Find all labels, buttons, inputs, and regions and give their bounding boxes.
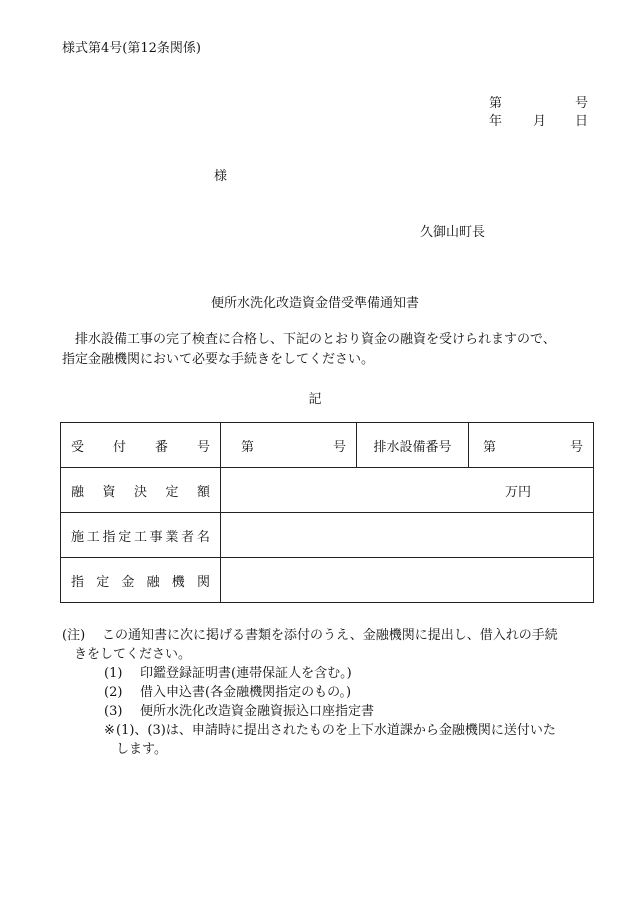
notes-section xyxy=(62,626,602,759)
label-contractor: 施 工 指 定 工 事 業 者 名 xyxy=(61,513,221,558)
label-designated-bank: 指 定 金 融 機 関 xyxy=(61,558,221,603)
list-item: (2) 借入申込書(各金融機関指定のもの。) xyxy=(104,685,352,700)
details-table xyxy=(60,422,594,603)
list-item: (1) 印鑑登録証明書(連帯保証人を含む。) xyxy=(104,666,352,681)
designated-bank-field[interactable] xyxy=(221,558,594,603)
table-row-receipt xyxy=(61,423,594,468)
notes-lead xyxy=(62,626,602,645)
addressee-suffix: 様 xyxy=(214,169,228,184)
loan-amount-field[interactable] xyxy=(221,468,594,513)
notes-lead-line-1: この通知書に次に掲げる書類を添付のうえ、金融機関に提出し、借入れの手続 xyxy=(102,628,558,643)
issuer: 久御山町長 xyxy=(420,225,486,240)
document-title: 便所水洗化改造資金借受準備通知書 xyxy=(210,296,419,311)
label-drainage-number: 排水設備番号 xyxy=(357,423,469,468)
remark-line-2: します。 xyxy=(116,742,167,757)
list-item: (3) 便所水洗化改造資金融資振込口座指定書 xyxy=(104,704,375,719)
unit-man-yen: 万円 xyxy=(504,484,531,500)
notes-lead-line-2: きをしてください。 xyxy=(74,647,192,662)
date-day: 日 xyxy=(575,114,589,129)
table-row-loan-amount xyxy=(61,468,594,513)
label-loan-amount: 融 資 決 定 額 xyxy=(61,468,221,513)
ki-marker: 記 xyxy=(308,392,322,407)
date-month: 月 xyxy=(533,114,547,129)
body-line-1: 排水設備工事の完了検査に合格し、下記のとおり資金の融資を受けられますので、 xyxy=(75,332,556,347)
date-year: 年 xyxy=(489,114,503,129)
body-text xyxy=(62,330,602,370)
remark-line-1: (1)、(3)は、申請時に提出されたものを上下水道課から金融機関に送付いた xyxy=(116,723,556,738)
notes-label: (注) xyxy=(62,628,86,643)
label-chars: 受 付 番 号 xyxy=(71,439,210,455)
label-receipt-number xyxy=(61,423,221,468)
form-number-label: 様式第4号(第12条関係) xyxy=(62,41,201,56)
doc-number-prefix: 第 xyxy=(489,96,503,111)
table-row-contractor xyxy=(61,513,594,558)
notes-remark xyxy=(62,721,602,740)
drainage-number-field[interactable]: 第 号 xyxy=(469,423,594,468)
remark-mark: ※ xyxy=(104,723,115,738)
body-line-2: 指定金融機関において必要な手続きをしてください。 xyxy=(62,352,375,367)
table-row-bank xyxy=(61,558,594,603)
doc-number-suffix: 号 xyxy=(575,96,589,111)
receipt-number-field[interactable]: 第 号 xyxy=(221,423,357,468)
contractor-field[interactable] xyxy=(221,513,594,558)
